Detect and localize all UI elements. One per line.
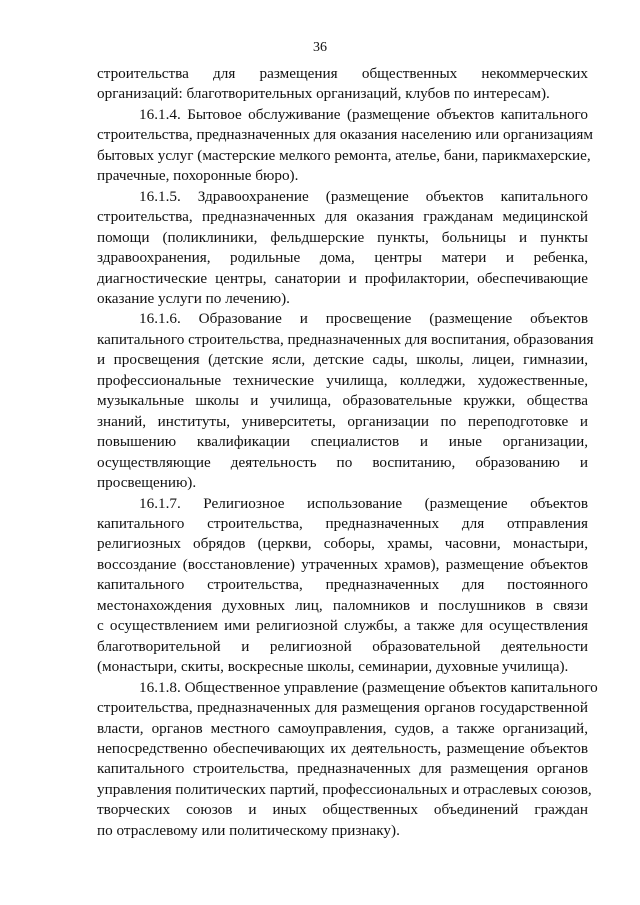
paragraph-16-1-8 <box>97 678 598 842</box>
text-line: оказание услуги по лечению). <box>97 289 290 307</box>
text-line: капитального строительства, предназначенных для воспитания, образования <box>97 330 594 348</box>
text-line: капитального строительства, предназначенных для отправления <box>97 514 588 532</box>
text-line: 16.1.8. Общественное управление (размещение объектов капитального <box>139 678 598 696</box>
text-line: воссоздание (восстановление) утраченных храмов), размещение объектов <box>97 555 588 573</box>
text-line: музыкальные школы и училища, образовательные кружки, общества <box>97 392 588 410</box>
text-line: 16.1.4. Бытовое обслуживание (размещение объектов капитального <box>139 105 588 123</box>
text-line: по отраслевому или политическому признаку). <box>97 821 400 839</box>
body-text <box>97 64 598 841</box>
text-line: осуществляющие деятельность по воспитанию, образованию и <box>97 453 588 471</box>
text-line: профессиональные технические училища, колледжи, художественные, <box>97 371 588 389</box>
text-line: строительства, предназначенных для размещения органов государственной <box>97 699 588 717</box>
text-line: организаций: благотворительных организаций, клубов по интересам). <box>97 85 550 103</box>
text-line: строительства, предназначенных для оказания гражданам медицинской <box>97 208 588 226</box>
text-line: и просвещения (детские ясли, детские сады, школы, лицеи, гимназии, <box>97 351 588 369</box>
paragraph-16-1-4 <box>97 105 594 187</box>
text-line: помощи (поликлиники, фельдшерские пункты, больницы и пункты <box>97 228 588 246</box>
text-line: знаний, институты, университеты, организации по переподготовке и <box>97 412 588 430</box>
text-line: бытовых услуг (мастерские мелкого ремонта, ателье, бани, парикмахерские, <box>97 146 591 164</box>
text-line: (монастыри, скиты, воскресные школы, семинарии, духовные училища). <box>97 658 569 676</box>
text-line: местонахождения духовных лиц, паломников и послушников в связи <box>97 596 588 614</box>
text-line: религиозных обрядов (церкви, соборы, храмы, часовни, монастыри, <box>97 535 588 553</box>
text-line: строительства для размещения общественных некоммерческих <box>97 65 588 82</box>
text-line: творческих союзов и иных общественных объединений граждан <box>97 801 588 819</box>
text-line: строительства, предназначенных для оказания населению или организациям <box>97 126 594 144</box>
text-line: непосредственно обеспечивающих их деятельность, размещение объектов <box>97 739 588 757</box>
text-line: просвещению). <box>97 474 197 492</box>
text-line: управления политических партий, профессиональных и отраслевых союзов, <box>97 780 592 798</box>
text-line: благотворительной и религиозной образовательной деятельности <box>97 637 588 655</box>
text-line: прачечные, похоронные бюро). <box>97 167 299 185</box>
text-line: 16.1.5. Здравоохранение (размещение объектов капитального <box>139 187 588 205</box>
paragraph-intro-continuation <box>97 64 588 105</box>
text-line: власти, органов местного самоуправления, судов, а также организаций, <box>97 719 588 737</box>
text-line: здравоохранения, родильные дома, центры матери и ребенка, <box>97 249 588 267</box>
paragraph-16-1-5 <box>97 187 588 310</box>
text-line: с осуществлением ими религиозной службы, а также для осуществления <box>97 617 588 635</box>
page-number: 36 <box>313 40 327 55</box>
text-line: диагностические центры, санатории и профилактории, обеспечивающие <box>97 269 588 287</box>
text-line: капитального строительства, предназначенных для постоянного <box>97 576 588 594</box>
text-line: повышению квалификации специалистов и иные организации, <box>97 433 588 451</box>
text-line: 16.1.7. Религиозное использование (размещение объектов <box>139 494 588 512</box>
paragraph-16-1-6 <box>97 309 594 493</box>
paragraph-16-1-7 <box>97 494 588 678</box>
text-line: 16.1.6. Образование и просвещение (размещение объектов <box>139 310 588 328</box>
text-line: капитального строительства, предназначенных для размещения органов <box>97 760 588 778</box>
